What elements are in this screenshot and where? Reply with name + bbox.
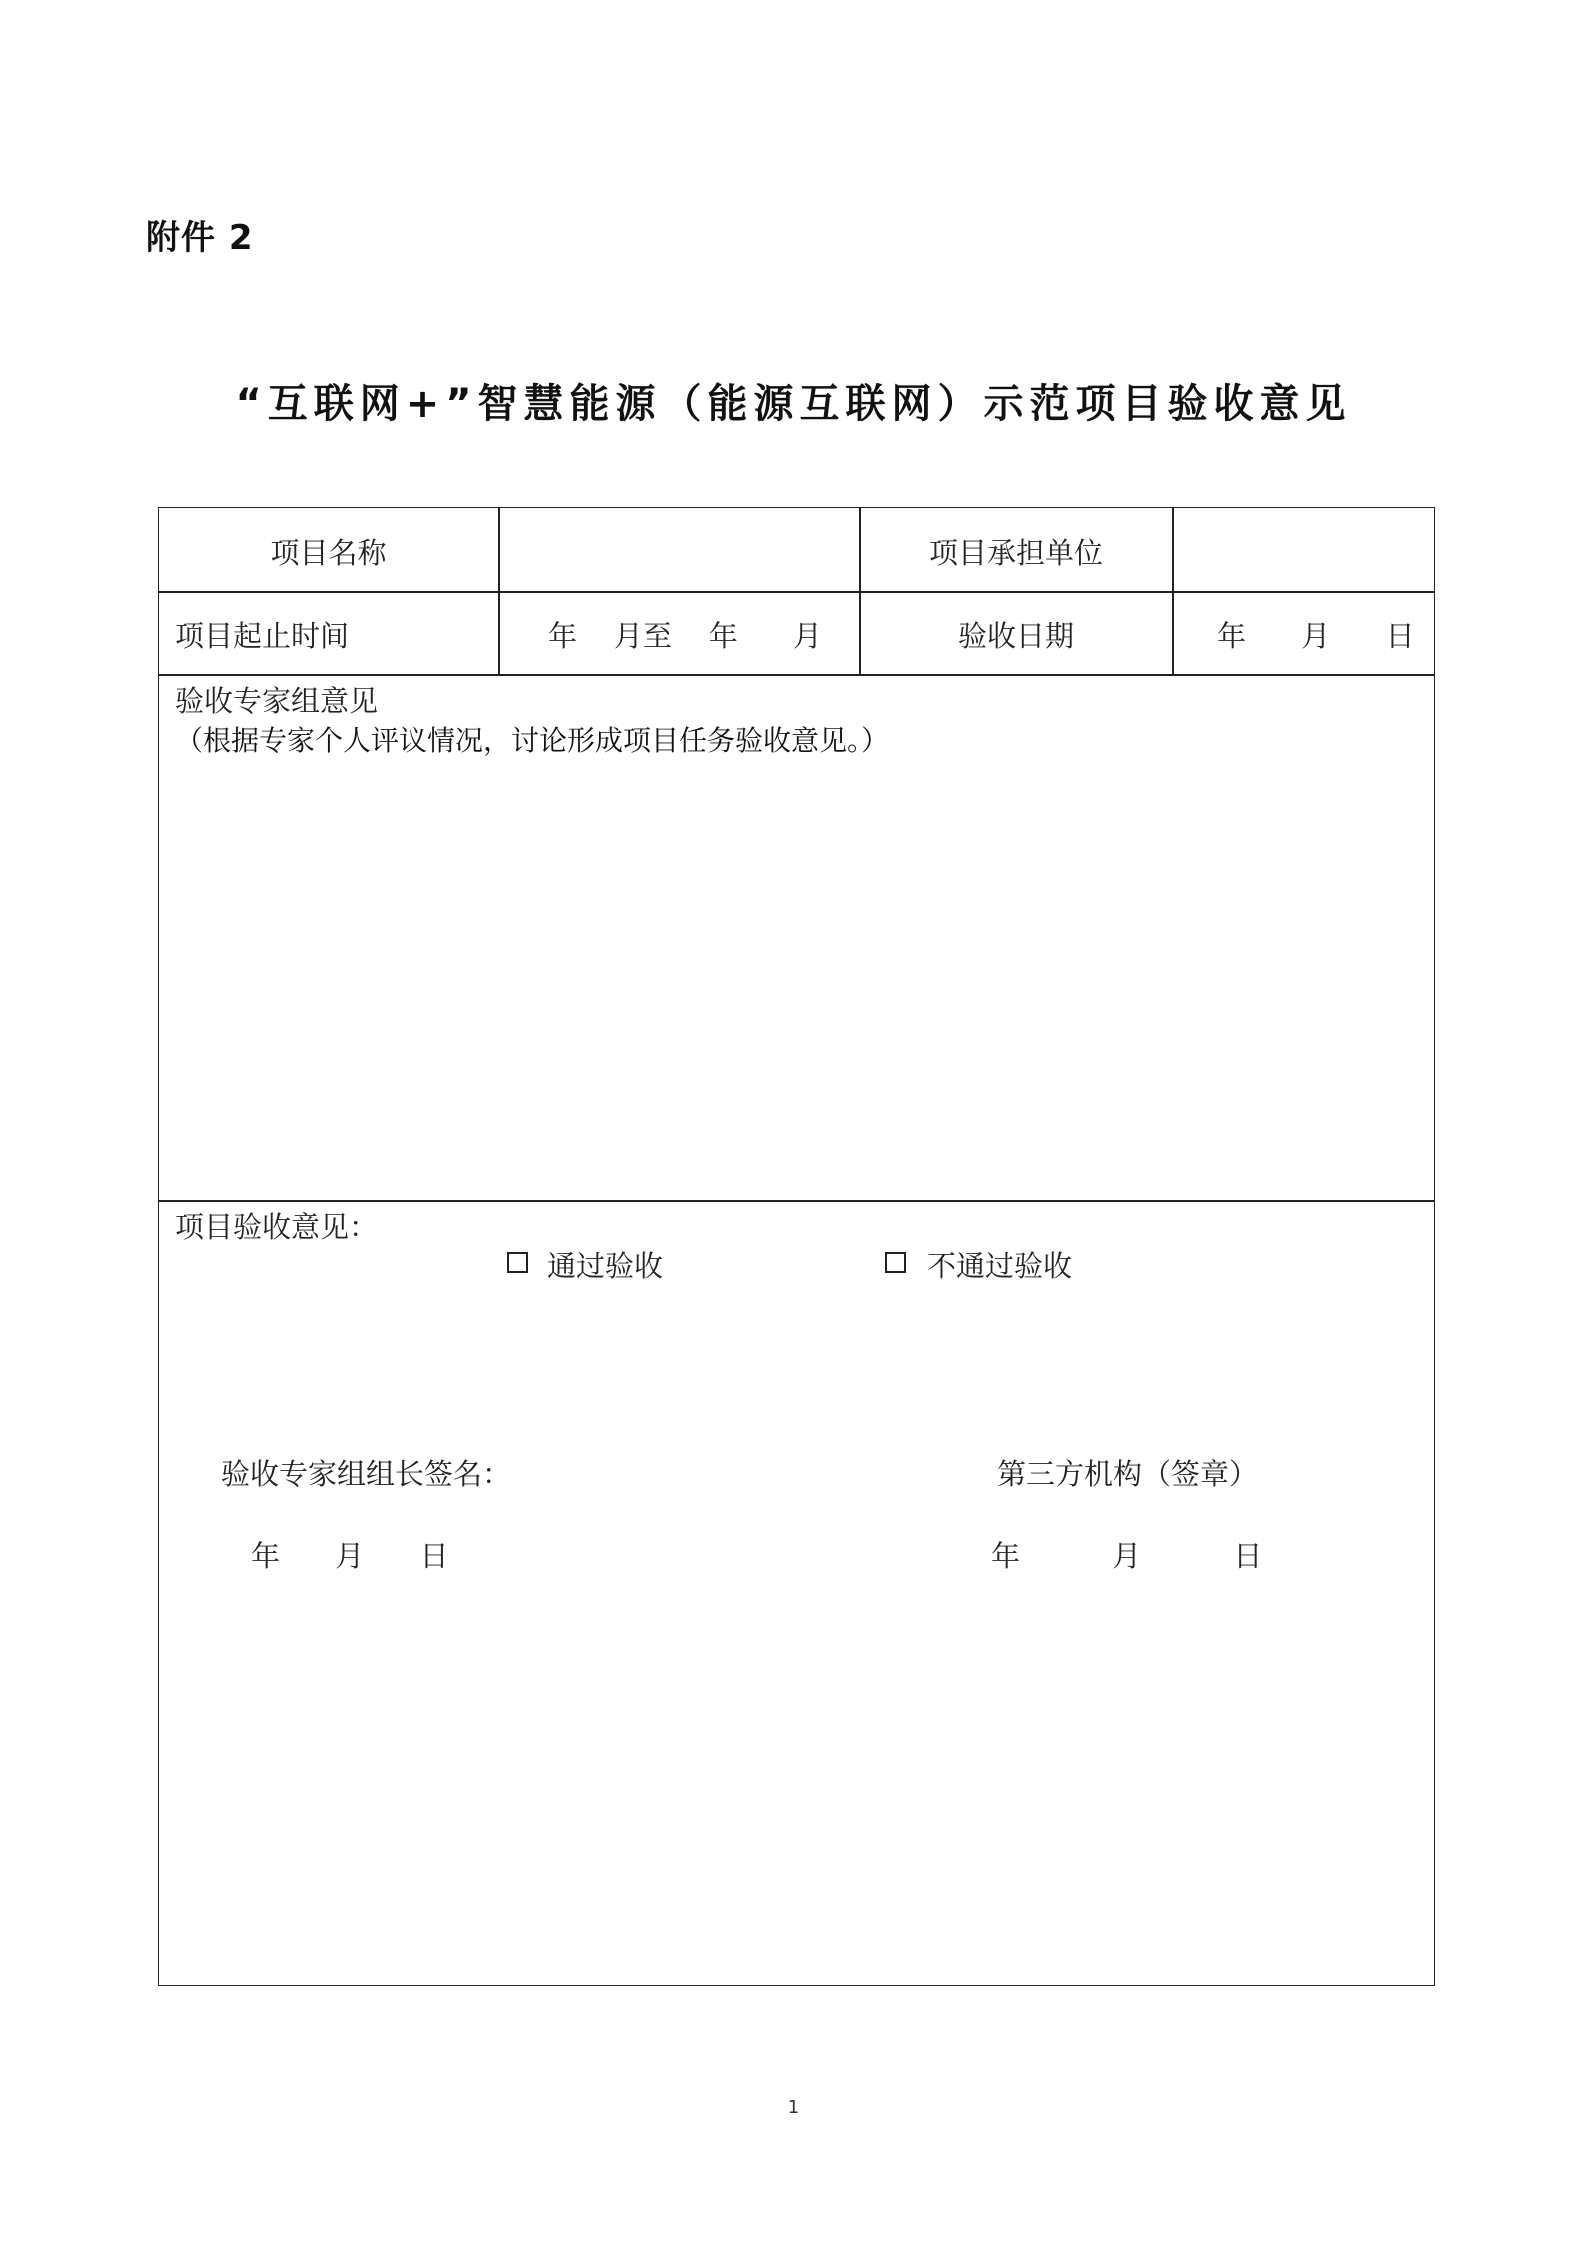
leader-signature-label: 验收专家组组长签名： [221,1457,512,1491]
row2-bottom-line [159,674,1434,676]
fail-option-label[interactable]: 不通过验收 [927,1249,1073,1283]
expert-opinion-heading: 验收专家组意见 [175,684,379,718]
undertaking-unit-label: 项目承担单位 [928,536,1103,570]
acceptance-date-label: 验收日期 [957,619,1074,653]
table-divider-3 [1172,508,1174,675]
table-divider-1 [498,508,500,675]
attachment-label: 附件 2 [146,218,254,258]
acceptance-opinion-heading: 项目验收意见： [175,1210,379,1244]
project-period-value[interactable]: 年 月至 年 月 [548,619,823,653]
fail-checkbox[interactable] [885,1252,906,1273]
pass-checkbox[interactable] [507,1252,528,1273]
document-title: “互联网+”智慧能源（能源互联网）示范项目验收意见 [235,381,1352,427]
project-name-label: 项目名称 [270,536,387,570]
acceptance-date-value[interactable]: 年 月 日 [1217,619,1415,653]
page-number: 1 [787,2097,800,2118]
acceptance-form [158,507,1435,1986]
opinion-section-divider [159,1200,1434,1202]
expert-opinion-note: （根据专家个人评议情况，讨论形成项目任务验收意见。） [175,724,890,757]
row1-bottom-line [159,591,1434,593]
leader-signature-date[interactable]: 年 月 日 [251,1539,449,1573]
project-period-label: 项目起止时间 [175,619,350,653]
third-party-label: 第三方机构（签章） [997,1457,1259,1491]
third-party-date[interactable]: 年 月 日 [991,1539,1263,1573]
pass-option-label[interactable]: 通过验收 [547,1249,664,1283]
